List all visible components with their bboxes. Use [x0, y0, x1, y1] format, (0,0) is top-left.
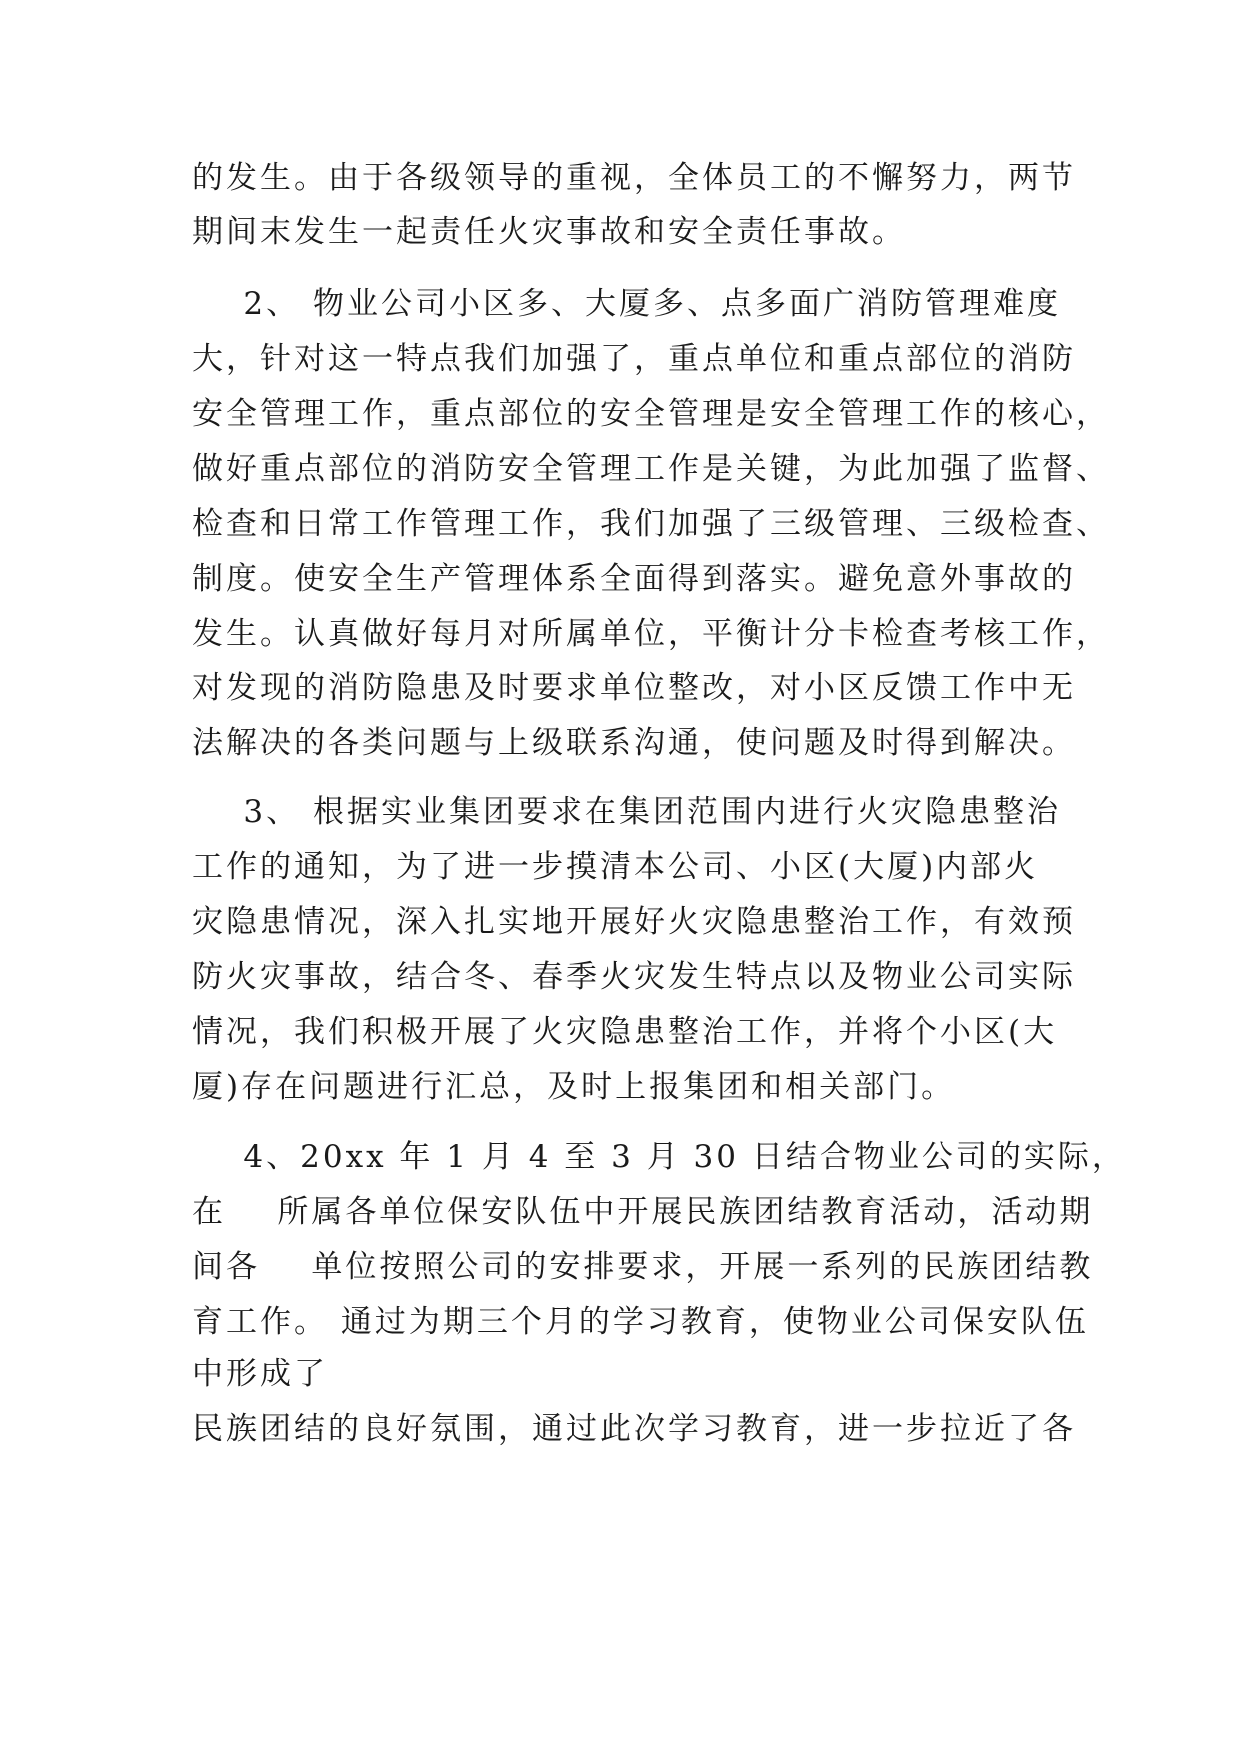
- text-line: 法解决的各类问题与上级联系沟通，使问题及时得到解决。: [192, 725, 1076, 761]
- text-line: 做好重点部位的消防安全管理工作是关键，为此加强了监督、: [192, 451, 1110, 487]
- text-line: 灾隐患情况，深入扎实地开展好火灾隐患整治工作，有效预: [192, 904, 1076, 940]
- text-line: 的发生。由于各级领导的重视，全体员工的不懈努力，两节: [192, 160, 1076, 196]
- paragraph-4-heading-line: 4、20xx 年 1 月 4 至 3 月 30 日结合物业公司的实际，: [192, 1139, 1126, 1175]
- text-line: 厦)存在问题进行汇总，及时上报集团和相关部门。: [192, 1069, 956, 1105]
- text-line: 期间末发生一起责任火灾事故和安全责任事故。: [192, 214, 906, 250]
- text-line: 在 所属各单位保安队伍中开展民族团结教育活动，活动期: [192, 1194, 1094, 1230]
- text-line: 情况，我们积极开展了火灾隐患整治工作，并将个小区(大: [192, 1014, 1058, 1050]
- text-line: 检查和日常工作管理工作，我们加强了三级管理、三级检查、: [192, 506, 1110, 542]
- text-line: 民族团结的良好氛围，通过此次学习教育，进一步拉近了各: [192, 1411, 1076, 1447]
- text-line: 制度。使安全生产管理体系全面得到落实。避免意外事故的: [192, 561, 1076, 597]
- text-line: 防火灾事故，结合冬、春季火灾发生特点以及物业公司实际: [192, 959, 1076, 995]
- text-line: 对发现的消防隐患及时要求单位整改，对小区反馈工作中无: [192, 670, 1076, 706]
- text-line: 间各 单位按照公司的安排要求，开展一系列的民族团结教: [192, 1249, 1094, 1285]
- paragraph-3-heading-line: 3、 根据实业集团要求在集团范围内进行火灾隐患整治: [192, 794, 1061, 830]
- text-line: 育工作。 通过为期三个月的学习教育，使物业公司保安队伍: [192, 1304, 1089, 1340]
- text-line: 大，针对这一特点我们加强了，重点单位和重点部位的消防: [192, 341, 1076, 377]
- text-line: 中形成了: [192, 1356, 328, 1392]
- text-line: 安全管理工作，重点部位的安全管理是安全管理工作的核心，: [192, 396, 1110, 432]
- text-line: 发生。认真做好每月对所属单位，平衡计分卡检查考核工作，: [192, 616, 1110, 652]
- text-line: 工作的通知，为了进一步摸清本公司、小区(大厦)内部火: [192, 849, 1039, 885]
- paragraph-2-heading-line: 2、 物业公司小区多、大厦多、点多面广消防管理难度: [192, 286, 1061, 322]
